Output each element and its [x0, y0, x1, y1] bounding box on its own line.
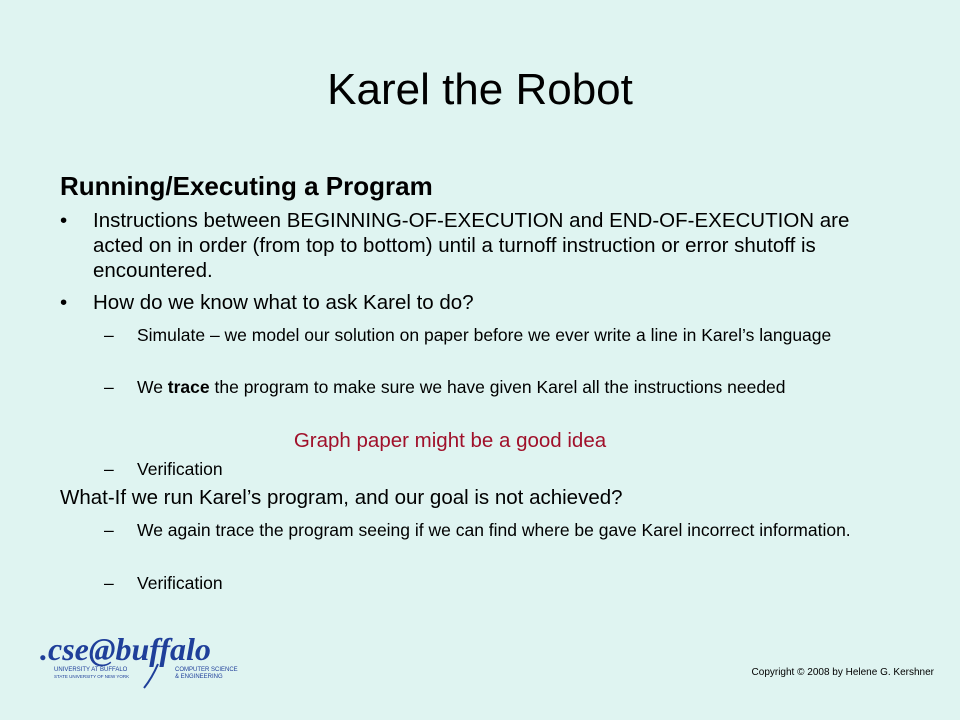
slide-title: Karel the Robot	[327, 65, 633, 114]
dash-icon: –	[104, 459, 114, 479]
highlight-note: Graph paper might be a good idea	[293, 429, 607, 452]
bullet-text: Instructions between BEGINNING-OF-EXECUTION and END-OF-EXECUTION are acted on in order (from top to bottom) until a turnoff instruction or error shutoff is encountered.	[93, 209, 850, 282]
copyright-text: Copyright © 2008 by Helene G. Kershner	[751, 667, 934, 678]
sub-bullet-text: Verification	[137, 459, 223, 479]
sub-bullet-text: We again trace the program seeing if we can find where be gave Karel incorrect information.	[137, 520, 851, 540]
logo-graphic	[40, 628, 240, 692]
sub-bullet-text: Verification	[137, 573, 223, 593]
dash-icon: –	[104, 325, 114, 345]
bullet-text: How do we know what to ask Karel to do?	[93, 291, 474, 314]
sub-bullet-text	[137, 377, 890, 398]
dash-icon: –	[104, 377, 114, 397]
logo-university-line: UNIVERSITY AT BUFFALO	[54, 667, 128, 673]
logo-wordmark: .cse@buffalo	[40, 631, 211, 667]
logo-dept-line-1: COMPUTER SCIENCE	[175, 667, 238, 673]
bullet-icon: •	[60, 209, 68, 232]
sub-bullet-text: Simulate – we model our solution on paper before we ever write a line in Karel’s language	[137, 325, 832, 345]
trace-text-before: We	[137, 377, 168, 397]
logo-suny-line: STATE UNIVERSITY OF NEW YORK	[54, 674, 130, 679]
section-heading: Running/Executing a Program	[60, 171, 433, 201]
trace-bold-word: trace	[167, 377, 210, 397]
bullet-icon: •	[60, 291, 68, 314]
trace-text-after: the program to make sure we have given Karel all the instructions needed	[209, 377, 786, 397]
logo-swash	[144, 664, 158, 688]
dash-icon: –	[104, 520, 114, 540]
cse-buffalo-logo	[40, 628, 240, 692]
dash-icon: –	[104, 573, 114, 593]
logo-dept-line-2: & ENGINEERING	[175, 674, 223, 680]
whatif-question: What-If we run Karel’s program, and our goal is not achieved?	[60, 486, 623, 509]
